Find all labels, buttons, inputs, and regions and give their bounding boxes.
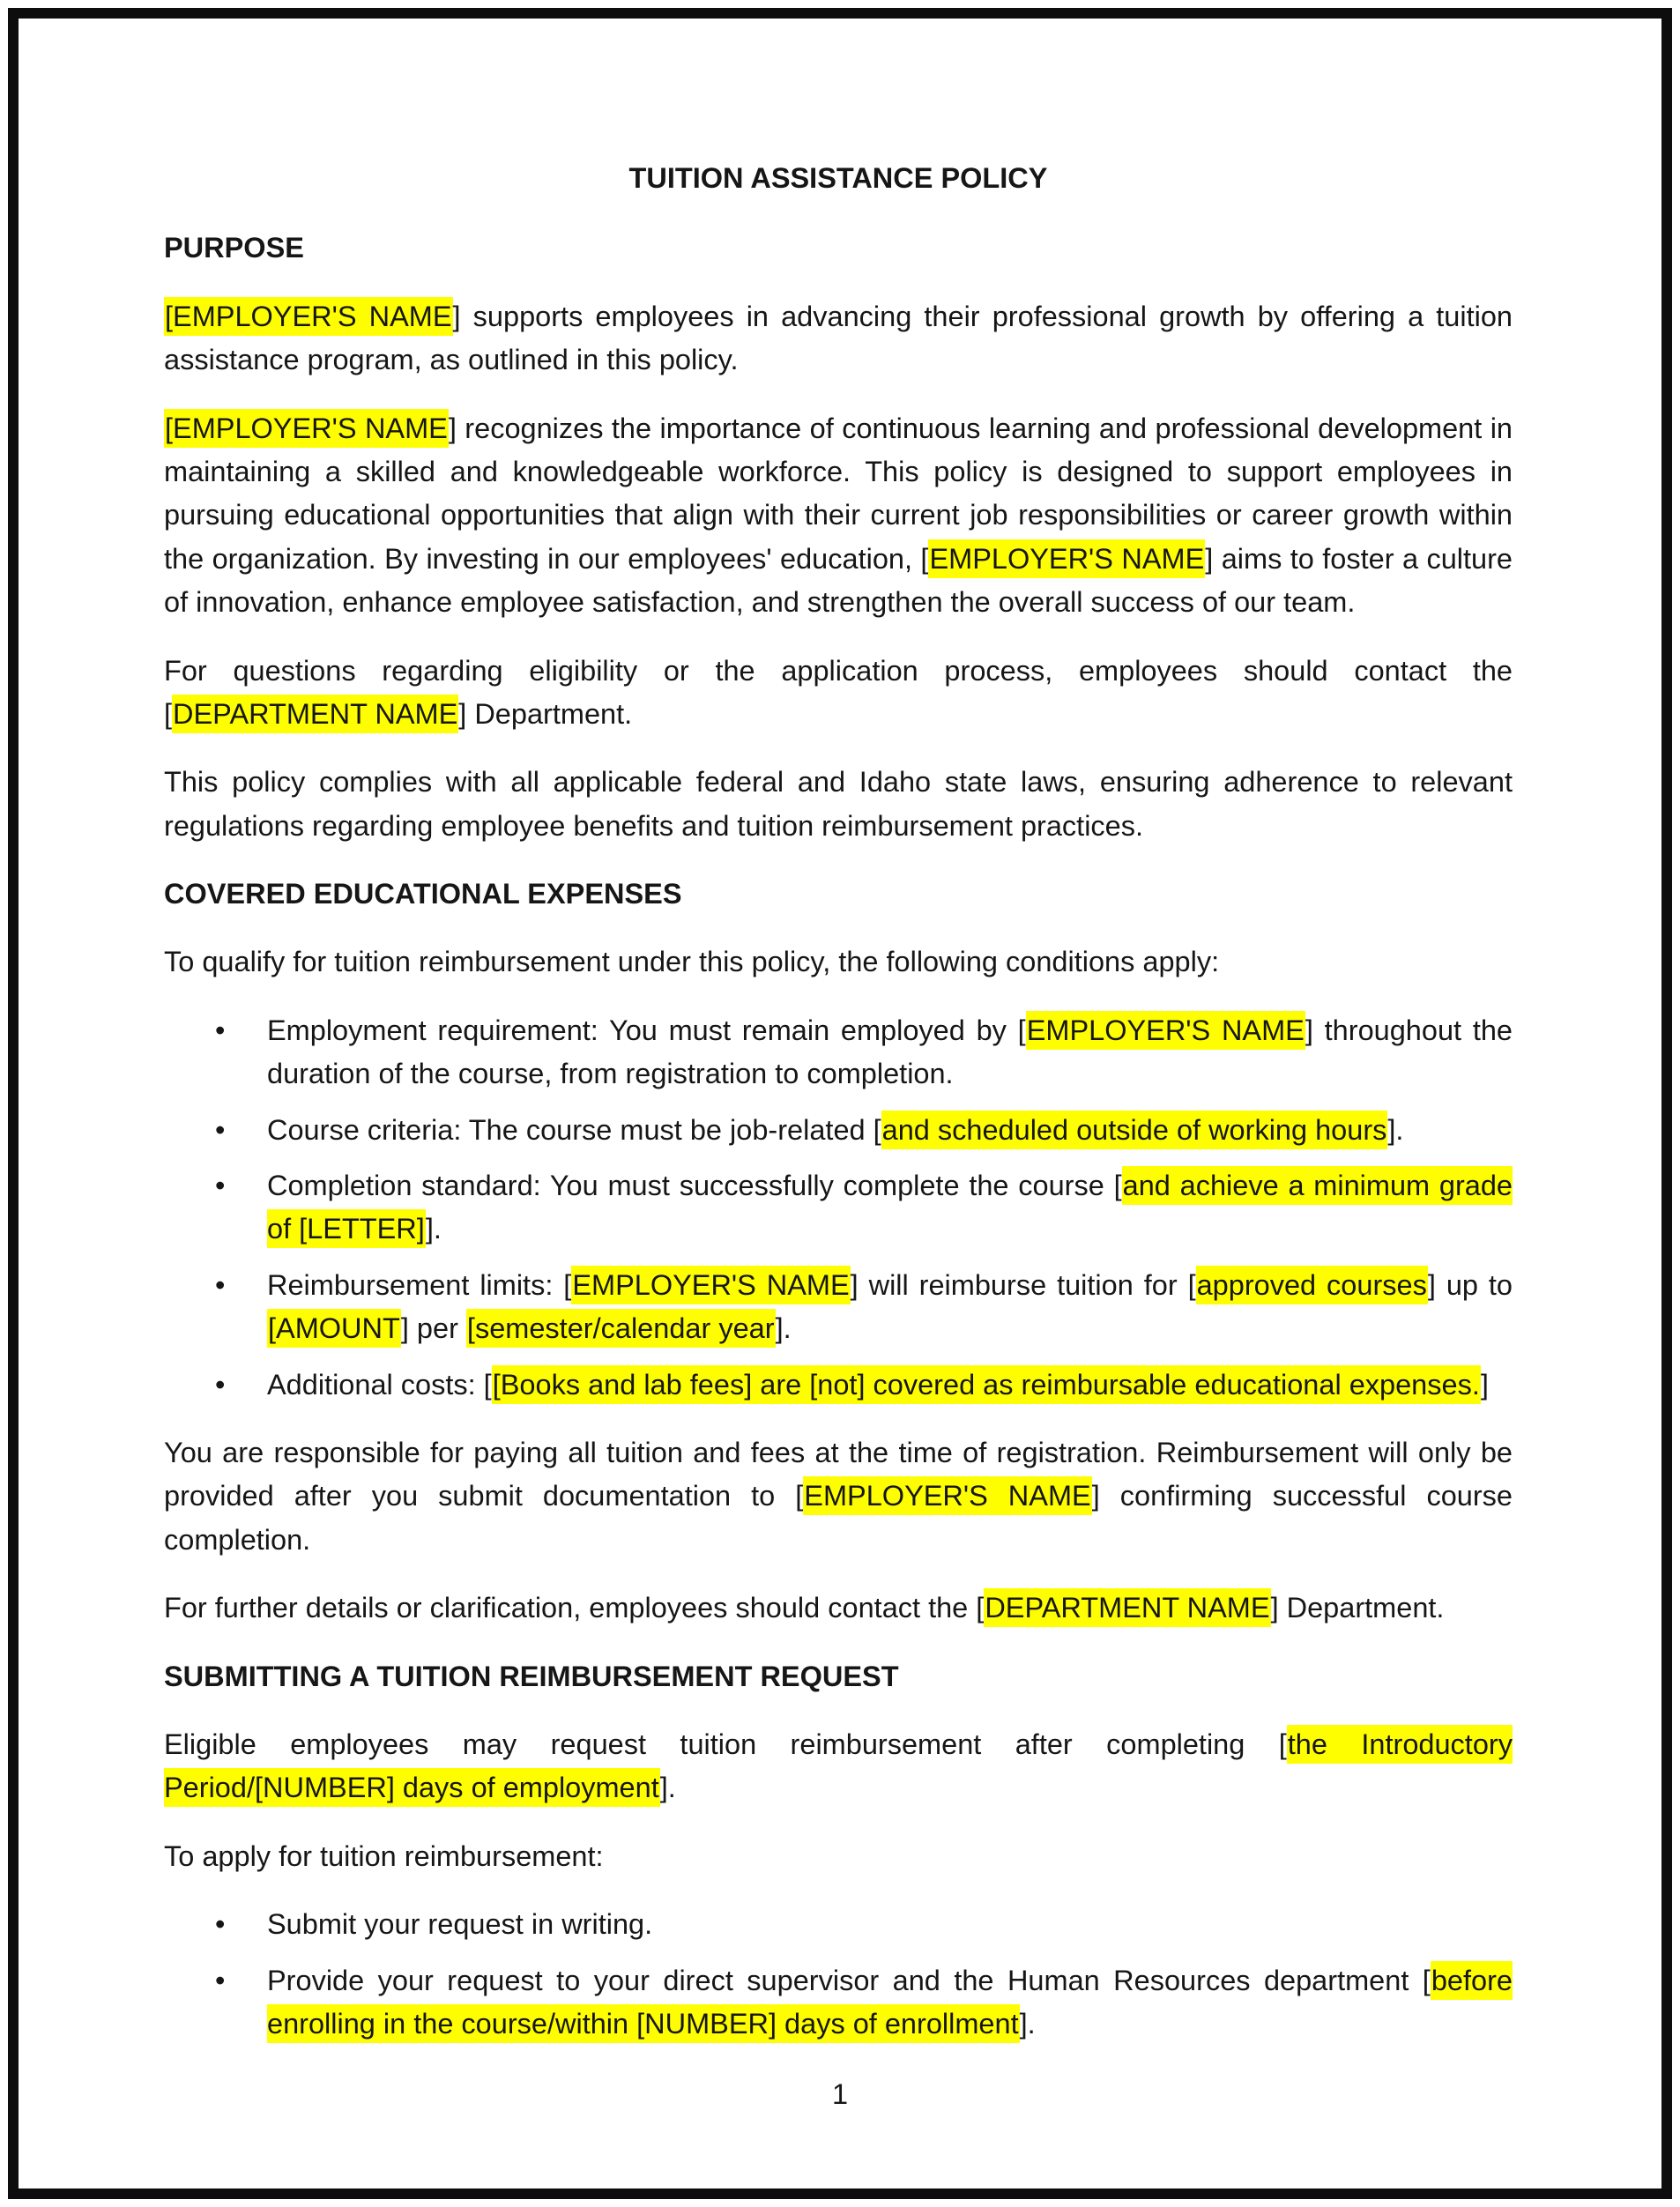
- text-run: ] confirming successful course completion.: [164, 1480, 1513, 1556]
- bullet-icon: •: [215, 1908, 226, 1941]
- text-run: ].: [1019, 2007, 1036, 2040]
- text-run: ] per: [400, 1312, 466, 1345]
- highlighted-placeholder: [EMPLOYER'S NAME: [164, 297, 453, 336]
- list-item: [164, 1959, 1513, 2047]
- list-item-text: [267, 1364, 1513, 1407]
- text-run: ].: [1387, 1113, 1404, 1146]
- list-item-text: [267, 1009, 1513, 1096]
- highlighted-placeholder: [EMPLOYER'S NAME: [164, 409, 449, 448]
- list-item: [164, 1264, 1513, 1351]
- bullet-icon: •: [215, 1964, 226, 1996]
- text-run: ].: [775, 1312, 792, 1345]
- highlighted-placeholder: EMPLOYER'S NAME: [803, 1476, 1091, 1515]
- text-run: ]: [1480, 1368, 1489, 1401]
- text-run: Employment requirement: You must remain employed by [: [267, 1014, 1026, 1046]
- text-run: Submit your request in writing.: [267, 1908, 653, 1941]
- list-item: [164, 1109, 1513, 1152]
- list-item: [164, 1903, 1513, 1946]
- bullet-list: [164, 1903, 1513, 2046]
- bullet-icon: •: [215, 1113, 226, 1146]
- page-number: 1: [831, 2078, 849, 2110]
- highlighted-placeholder: the Introductory Period/[NUMBER] days of employment: [164, 1725, 1513, 1807]
- paragraph: [164, 1835, 1513, 1878]
- bullet-icon: •: [215, 1014, 226, 1046]
- document-body: [164, 227, 1513, 2046]
- text-run: ] Department.: [458, 697, 633, 730]
- paragraph: [164, 1723, 1513, 1810]
- highlighted-placeholder: before enrolling in the course/within [NUMBER] days of enrollment: [267, 1961, 1513, 2043]
- text-run: Course criteria: The course must be job-related [: [267, 1113, 881, 1146]
- list-item-text: [267, 1903, 1513, 1946]
- text-run: ] Department.: [1270, 1592, 1445, 1624]
- text-run: This policy complies with all applicable federal and Idaho state laws, ensuring adherence to relevant regulations regarding employee benefits and tuition reimbursement practices.: [164, 766, 1513, 842]
- document-content: [164, 157, 1513, 2070]
- text-run: ] throughout the duration of the course, from registration to completion.: [267, 1014, 1513, 1090]
- highlighted-placeholder: DEPARTMENT NAME: [984, 1588, 1270, 1627]
- bullet-icon: •: [215, 1170, 226, 1202]
- highlighted-placeholder: [Books and lab fees] are [not] covered as reimbursable educational expenses.: [492, 1365, 1481, 1404]
- text-run: Provide your request to your direct supervisor and the Human Resources department [: [267, 1964, 1431, 1996]
- text-run: You are responsible for paying all tuition and fees at the time of registration. Reimbursement will only be provided after you submit documentation to [: [164, 1436, 1513, 1512]
- list-item: [164, 1009, 1513, 1096]
- list-item-text: [267, 1264, 1513, 1351]
- bullet-icon: •: [215, 1268, 226, 1301]
- paragraph: [164, 650, 1513, 737]
- highlighted-placeholder: DEPARTMENT NAME: [172, 695, 458, 733]
- section-heading: COVERED EDUCATIONAL EXPENSES: [164, 878, 682, 910]
- bullet-list: [164, 1009, 1513, 1407]
- text-run: Additional costs: [: [267, 1368, 492, 1401]
- text-run: Reimbursement limits: [: [267, 1268, 572, 1301]
- text-run: ] aims to foster a culture of innovation, enhance employee satisfaction, and strengthen the overall success of our team.: [164, 542, 1513, 619]
- highlighted-placeholder: and achieve a minimum grade of [LETTER]: [267, 1166, 1513, 1248]
- text-run: ] up to: [1427, 1268, 1513, 1301]
- highlighted-placeholder: and scheduled outside of working hours: [881, 1111, 1388, 1149]
- text-run: ] will reimburse tuition for [: [850, 1268, 1196, 1301]
- highlighted-placeholder: EMPLOYER'S NAME: [928, 539, 1205, 578]
- text-run: To qualify for tuition reimbursement under this policy, the following conditions apply:: [164, 946, 1220, 978]
- paragraph: [164, 407, 1513, 625]
- section-heading: PURPOSE: [164, 232, 304, 264]
- paragraph: [164, 940, 1513, 984]
- text-run: To apply for tuition reimbursement:: [164, 1839, 604, 1872]
- text-run: For questions regarding eligibility or the application process, employees should contact the [: [164, 654, 1513, 730]
- list-item-text: [267, 1164, 1513, 1252]
- paragraph: [164, 295, 1513, 383]
- bullet-icon: •: [215, 1368, 226, 1401]
- paragraph: [164, 761, 1513, 848]
- highlighted-placeholder: [AMOUNT: [267, 1309, 401, 1348]
- highlighted-placeholder: EMPLOYER'S NAME: [1026, 1011, 1305, 1050]
- list-item-text: [267, 1959, 1513, 2047]
- list-item-text: [267, 1109, 1513, 1152]
- list-item: [164, 1364, 1513, 1407]
- section-heading: SUBMITTING A TUITION REIMBURSEMENT REQUEST: [164, 1660, 899, 1692]
- highlighted-placeholder: EMPLOYER'S NAME: [571, 1266, 850, 1304]
- paragraph: [164, 1431, 1513, 1562]
- text-run: ].: [659, 1772, 676, 1804]
- text-run: ].: [425, 1213, 442, 1245]
- text-run: For further details or clarification, employees should contact the [: [164, 1592, 985, 1624]
- list-item: [164, 1164, 1513, 1252]
- paragraph: [164, 1587, 1513, 1630]
- document-title: TUITION ASSISTANCE POLICY: [628, 162, 1048, 194]
- text-run: Completion standard: You must successfully complete the course [: [267, 1170, 1122, 1202]
- highlighted-placeholder: approved courses: [1196, 1266, 1428, 1304]
- text-run: ] supports employees in advancing their professional growth by offering a tuition assistance program, as outlined in this policy.: [164, 300, 1513, 376]
- text-run: ] recognizes the importance of continuous learning and professional development in maintaining a skilled and knowledgeable workforce. This policy is designed to support employees in pursuing educational opportunities that align with their current job responsibilities or career growth within the organization. By investing in our employees' education, [: [164, 412, 1513, 575]
- highlighted-placeholder: [semester/calendar year: [466, 1309, 776, 1348]
- text-run: Eligible employees may request tuition reimbursement after completing [: [164, 1728, 1287, 1760]
